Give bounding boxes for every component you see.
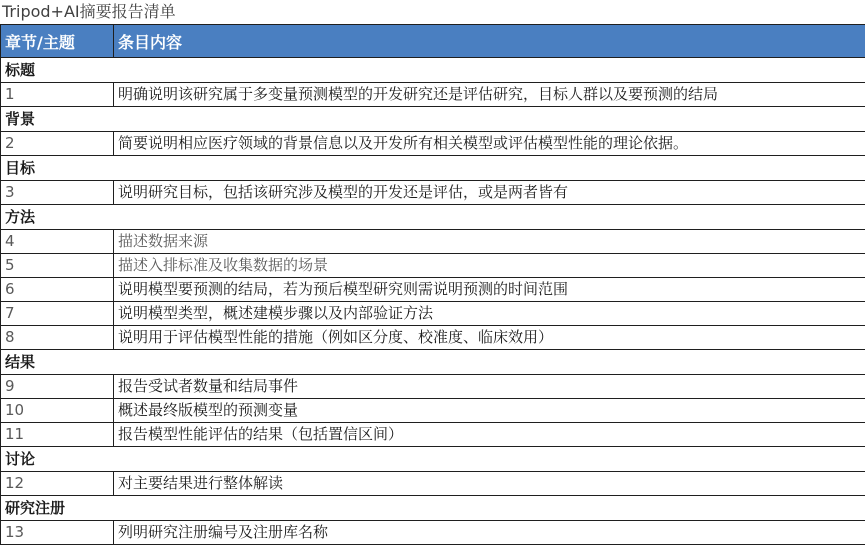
item-text: 明确说明该研究属于多变量预测模型的开发研究还是评估研究，目标人群以及要预测的结局 — [114, 83, 865, 107]
item-number: 7 — [1, 302, 114, 326]
section-title: 研究注册 — [1, 496, 865, 521]
section-title: 背景 — [1, 107, 865, 132]
item-text: 说明模型类型，概述建模步骤以及内部验证方法 — [114, 302, 865, 326]
item-text: 简要说明相应医疗领域的背景信息以及开发所有相关模型或评估模型性能的理论依据。 — [114, 132, 865, 156]
table-row — [1, 132, 865, 156]
item-number: 11 — [1, 423, 114, 447]
item-text: 描述入排标准及收集数据的场景 — [114, 254, 865, 278]
checklist-table — [0, 24, 865, 545]
table-row — [1, 230, 865, 254]
table-row — [1, 521, 865, 545]
section-row — [1, 447, 865, 472]
item-number: 1 — [1, 83, 114, 107]
item-text: 列明研究注册编号及注册库名称 — [114, 521, 865, 545]
sheet-title: Tripod+AI摘要报告清单 — [0, 0, 865, 24]
item-number: 2 — [1, 132, 114, 156]
section-row — [1, 496, 865, 521]
item-number: 4 — [1, 230, 114, 254]
item-number: 8 — [1, 326, 114, 350]
table-row — [1, 375, 865, 399]
section-row — [1, 205, 865, 230]
item-text: 报告受试者数量和结局事件 — [114, 375, 865, 399]
header-item-content: 条目内容 — [114, 25, 865, 58]
table-body — [1, 58, 865, 545]
table-row — [1, 423, 865, 447]
table-header-row — [1, 25, 865, 58]
section-title: 方法 — [1, 205, 865, 230]
item-number: 9 — [1, 375, 114, 399]
table-row — [1, 181, 865, 205]
table-row — [1, 472, 865, 496]
item-number: 5 — [1, 254, 114, 278]
item-text: 说明研究目标，包括该研究涉及模型的开发还是评估，或是两者皆有 — [114, 181, 865, 205]
section-title: 讨论 — [1, 447, 865, 472]
item-text: 概述最终版模型的预测变量 — [114, 399, 865, 423]
item-text: 对主要结果进行整体解读 — [114, 472, 865, 496]
section-row — [1, 107, 865, 132]
table-row — [1, 278, 865, 302]
item-number: 13 — [1, 521, 114, 545]
table-row — [1, 326, 865, 350]
item-text: 说明模型要预测的结局，若为预后模型研究则需说明预测的时间范围 — [114, 278, 865, 302]
table-row — [1, 254, 865, 278]
section-row — [1, 58, 865, 83]
section-title: 结果 — [1, 350, 865, 375]
section-title: 标题 — [1, 58, 865, 83]
item-number: 3 — [1, 181, 114, 205]
header-section-topic: 章节/主题 — [1, 25, 114, 58]
section-row — [1, 156, 865, 181]
table-row — [1, 399, 865, 423]
item-number: 6 — [1, 278, 114, 302]
table-row — [1, 302, 865, 326]
item-text: 描述数据来源 — [114, 230, 865, 254]
item-text: 说明用于评估模型性能的措施（例如区分度、校准度、临床效用） — [114, 326, 865, 350]
item-text: 报告模型性能评估的结果（包括置信区间） — [114, 423, 865, 447]
section-title: 目标 — [1, 156, 865, 181]
item-number: 12 — [1, 472, 114, 496]
section-row — [1, 350, 865, 375]
table-row — [1, 83, 865, 107]
item-number: 10 — [1, 399, 114, 423]
